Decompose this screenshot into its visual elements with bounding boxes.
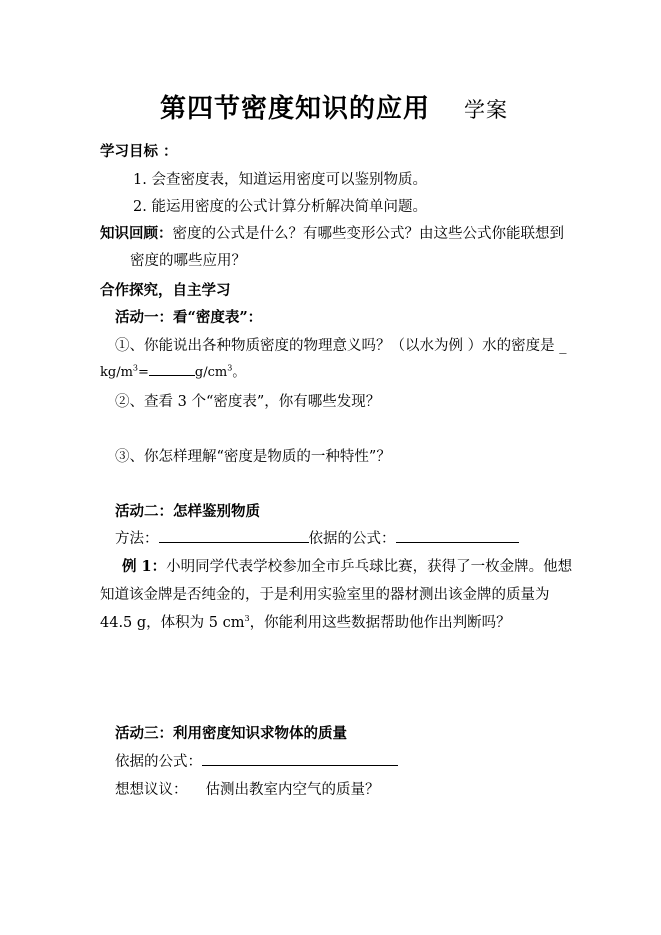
example-line-3 [100,611,511,632]
review-line-1 [100,222,564,243]
equals-sign: = [138,365,149,380]
goals-heading: 学习目标 ： [100,143,178,160]
example-line-1 [122,555,572,576]
density-answer-blank[interactable] [149,363,195,376]
activity1-q3: ③、你怎样理解“密度是物质的一种特性”？ [115,449,391,465]
activity1-heading: 活动一：看“密度表”： [115,309,263,326]
goal-item-2: 2. 能运用密度的公式计算分析解决简单问题。 [133,199,427,215]
example-text-1: 小明同学代表学校参加全市乒乓球比赛，获得了一枚金牌。他想 [166,559,573,575]
method-label: 方法： [115,531,159,547]
review-text-1: 密度的公式是什么？有哪些变形公式？由这些公式你能联想到 [172,226,564,242]
review-label: 知识回顾： [100,225,173,242]
formula-label-3: 依据的公式： [115,754,202,770]
formula-label: 依据的公式： [308,531,396,547]
formula-blank[interactable] [396,530,519,543]
discussion-text: 估测出教室内空气的质量？ [205,782,380,798]
method-blank[interactable] [159,530,309,543]
unit-sup-1: 3 [132,363,138,373]
discussion-label: 想想议议： [115,782,188,798]
example-text-3b: ，你能利用这些数据帮助他作出判断吗？ [249,615,511,631]
activity1-q2: ②、查看 3 个“密度表”，你有哪些发现？ [115,394,381,410]
line-end: 。 [232,365,246,380]
cooperation-heading: 合作探究，自主学习 [100,282,231,299]
activity3-discussion-line [115,778,380,799]
activity2-method-line [115,527,519,548]
activity2-heading: 活动二：怎样鉴别物质 [115,503,260,520]
example-sup: 3 [244,614,250,624]
formula-blank-3[interactable] [202,753,398,766]
unit-kg-m: kg/m [100,365,133,380]
activity1-q1-line1: ①、你能说出各种物质密度的物理意义吗？（以水为例 ）水的密度是 _ [115,338,567,354]
example-label: 例 1： [122,558,167,575]
activity1-q1-line2 [100,361,245,380]
example-line-2: 知道该金牌是否纯金的，于是利用实验室里的器材测出该金牌的质量为 [100,587,550,603]
title-sub: 学案 [464,98,509,122]
unit-sup-2: 3 [227,363,233,373]
goal-item-1: 1. 会查密度表，知道运用密度可以鉴别物质。 [133,172,427,188]
example-text-3a: 44.5 g，体积为 5 cm [100,615,245,631]
activity3-heading: 活动三：利用密度知识求物体的质量 [115,725,347,742]
activity3-formula-line [115,750,398,771]
page-title [160,88,508,125]
review-line-2: 密度的哪些应用？ [130,253,246,269]
unit-g-cm: g/cm [194,365,228,380]
title-main: 第四节密度知识的应用 [160,94,431,124]
